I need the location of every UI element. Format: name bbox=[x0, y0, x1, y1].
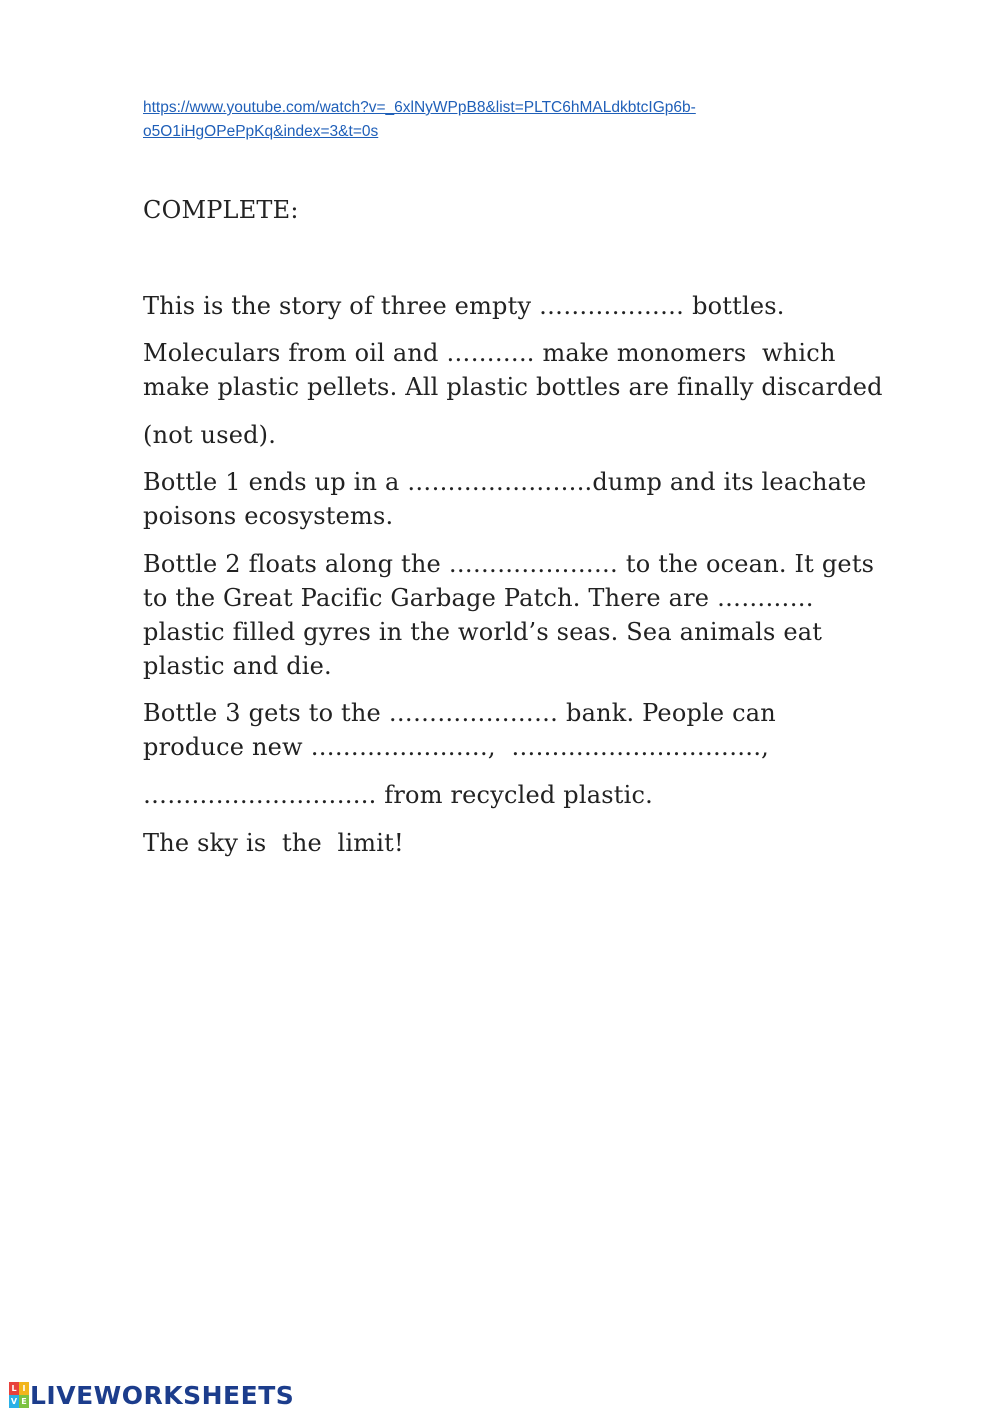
text-line-8: to the Great Pacific Garbage Patch. There are ………… bbox=[143, 584, 814, 612]
video-link[interactable] bbox=[143, 96, 783, 144]
liveworksheets-logo-text: LIVEWORKSHEETS bbox=[30, 1380, 295, 1410]
text-line-13: ……………………….. from recycled plastic. bbox=[143, 781, 653, 809]
text-line-14: The sky is the limit! bbox=[143, 829, 404, 857]
text-line-2: Moleculars from oil and ……….. make monomers which bbox=[143, 339, 836, 367]
text-line-4: (not used). bbox=[143, 421, 277, 449]
logo-tile-v: V bbox=[10, 1397, 18, 1406]
video-link-line-2[interactable]: o5O1iHgOPePpKq&index=3&t=0s bbox=[143, 123, 379, 140]
text-line-5: Bottle 1 ends up in a …………………..dump and its leachate bbox=[143, 468, 867, 496]
logo-tile-l: L bbox=[9, 1382, 19, 1395]
video-link-line-1[interactable]: https://www.youtube.com/watch?v=_6xlNyWPpB8&list=PLTC6hMALdkbtcIGp6b- bbox=[143, 99, 696, 116]
logo-tile-i: I bbox=[19, 1382, 29, 1395]
liveworksheets-logo bbox=[9, 1380, 294, 1410]
liveworksheets-logo-icon bbox=[9, 1382, 29, 1408]
text-line-9: plastic filled gyres in the world’s seas. Sea animals eat bbox=[143, 618, 823, 646]
text-line-6: poisons ecosystems. bbox=[143, 502, 394, 530]
text-line-11: Bottle 3 gets to the ………………… bank. People can bbox=[143, 699, 776, 727]
text-line-1: This is the story of three empty ……………… bottles. bbox=[143, 292, 785, 320]
text-line-10: plastic and die. bbox=[143, 652, 332, 680]
text-line-12: produce new …………………., …………………………., bbox=[143, 733, 769, 761]
logo-tile-e: E bbox=[19, 1395, 29, 1408]
text-line-3: make plastic pellets. All plastic bottles are finally discarded bbox=[143, 373, 883, 401]
text-line-7: Bottle 2 floats along the ………………… to the ocean. It gets bbox=[143, 550, 875, 578]
worksheet-heading: COMPLETE: bbox=[143, 196, 299, 224]
